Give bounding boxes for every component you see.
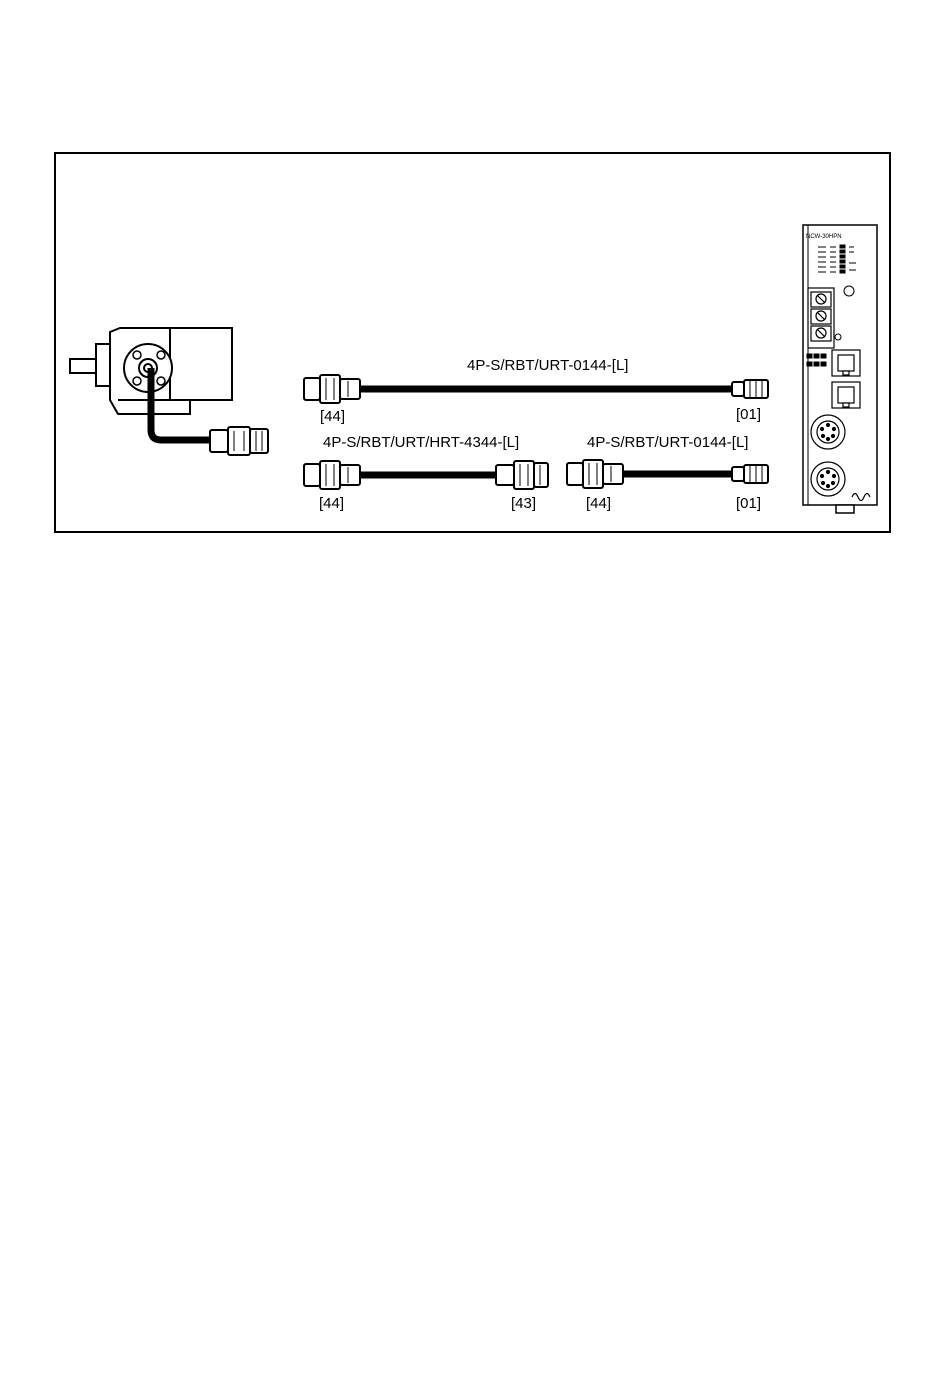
- ground-icon: [835, 334, 841, 340]
- connector-01-plug: [732, 380, 768, 398]
- cable-bottom-right: [567, 434, 768, 512]
- connector-44-plug: [304, 375, 360, 403]
- connector-44-plug-2: [304, 461, 360, 489]
- cable-top-label: 4P-S/RBT/URT-0144-[L]: [467, 357, 629, 374]
- controller-unit: [803, 225, 877, 513]
- motor-shaft: [70, 359, 98, 373]
- controller-model-label: NCW-30HPN: [806, 234, 842, 240]
- cable-extension-end-a-label: [44]: [319, 495, 345, 512]
- cable-top-end-a-label: [44]: [320, 408, 346, 425]
- connector-44-plug-3: [567, 460, 623, 488]
- ethernet-port-1: [832, 350, 860, 376]
- cable-extension-label: 4P-S/RBT/URT/HRT-4344-[L]: [323, 434, 520, 451]
- sensor-port-1: [811, 415, 845, 449]
- cable-top-end-b-label: [01]: [736, 406, 762, 423]
- motor-flange: [96, 344, 110, 386]
- cable-top: [304, 357, 768, 425]
- cable-bottom-right-end-b-label: [01]: [736, 495, 762, 512]
- connector-43-socket: [496, 461, 548, 489]
- sensor-port-2: [811, 462, 845, 496]
- connector-01-plug-2: [732, 465, 768, 483]
- ethernet-port-2: [832, 382, 860, 408]
- terminal-block: [808, 288, 834, 348]
- cable-extension: [304, 434, 548, 512]
- cable-bottom-right-label: 4P-S/RBT/URT-0144-[L]: [587, 434, 749, 451]
- motor-unit: [70, 328, 268, 455]
- cable-bottom-right-end-a-label: [44]: [586, 495, 612, 512]
- motor-lead-connector: [210, 427, 268, 455]
- rotary-switch-icon: [844, 286, 854, 296]
- cable-extension-end-b-label: [43]: [511, 495, 537, 512]
